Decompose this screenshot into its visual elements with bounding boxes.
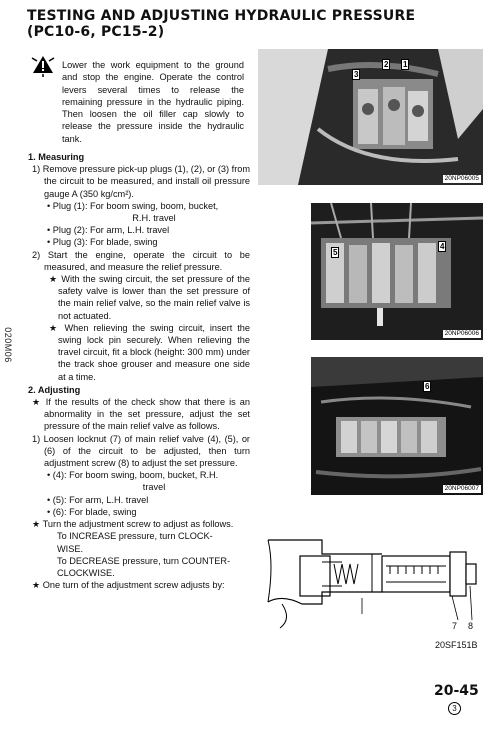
plug1-item-cont: R.H. travel [132,213,176,224]
plug3-item: • Plug (3): For blade, swing [47,237,158,248]
photo-valve-middle [311,203,483,340]
photo1-tag-1: 1 [403,60,408,69]
plug1-item: • Plug (1): For boom swing, boom, bucket, [47,200,219,211]
decrease-line2: CLOCKWISE. [57,567,115,578]
measure-step1: 1) Remove pressure pick-up plugs (1), (2), or (3) from the circuit to be measured, and install oil pressure gauge A (350 kg/cm²). [32,164,251,199]
photo-valve-bottom-image [311,357,483,495]
title-line-2: (PC10-6, PC15-2) [27,24,165,40]
valve4-item: • (4): For boom swing, boom, bucket, R.H. [47,470,219,481]
page-title [27,8,487,40]
side-code: 020M06 [2,327,13,363]
warning-text: Lower the work equipment to the ground and stop the engine. Operate the control levers several times to release the remaining pressure in the hydraulic piping. Then loosen the oil filler cap slowly to release the pressure inside the hydraulic tank. [62,60,244,144]
page-number: 20-45 [434,683,479,699]
turn-note: ★ Turn the adjustment screw to adjust as follows. [32,519,234,530]
section2-heading: 2. Adjusting [28,384,81,395]
valve6-item: • (6): For blade, swing [47,506,137,517]
photo3-caption: 20NP06007 [444,485,479,492]
photo3-tag-6: 6 [425,382,430,391]
diagram-caption: 20SF151B [435,640,478,650]
adjust-note: ★ If the results of the check show that there is an abnormality in the set pressure, adjust the set pressure of the main relief valve as follows. [32,397,250,432]
photo1-caption: 20NP06005 [444,175,479,182]
plug2-item: • Plug (2): For arm, L.H. travel [47,225,170,236]
photo1-tag-2: 2 [384,60,389,69]
photo2-caption: 20NP06006 [444,330,479,337]
decrease-line1: To DECREASE pressure, turn COUNTER- [57,555,231,566]
relief-valve-diagram [262,524,484,632]
measure-note1: ★ With the swing circuit, the set pressure of the safety valve is lower than the set pressure of the main relief valve, so the main relief valve is not actuated. [49,274,250,321]
photo-valve-top [258,49,483,185]
relief-valve-drawing [262,524,484,632]
diagram-label-7: 7 [452,621,458,631]
body-text [28,151,250,591]
measure-note2: ★ When relieving the swing circuit, insert the swing lock pin securely. When relieving the travel circuit, fit a block (height: 300 mm) under the track shoe grouser and measure one side at a time. [49,322,250,382]
section1-heading: 1. Measuring [28,152,85,162]
revision-badge: 3 [448,702,461,715]
photo2-tag-5: 5 [333,248,338,257]
valve5-item: • (5): For arm, L.H. travel [47,494,149,505]
warning-icon [31,55,55,77]
valve4-item-cont: travel [142,482,166,493]
measure-step2: 2) Start the engine, operate the circuit to be measured, and measure the relief pressure. [32,249,250,272]
adjust-step1: 1) Loosen locknut (7) of main relief valve (4), (5), or (6) of the circuit to be adjusted, then turn adjustment screw (8) to adjust the set pressure. [32,433,250,469]
photo-valve-middle-image [311,203,483,340]
photo1-tag-3: 3 [354,70,359,79]
diagram-label-8: 8 [468,621,474,631]
photo-valve-top-image [258,49,483,185]
photo-valve-bottom [311,357,483,495]
photo2-tag-4: 4 [440,242,445,251]
increase-line1: To INCREASE pressure, turn CLOCK- [57,531,213,542]
increase-line2: WISE. [57,543,84,554]
title-line-1: TESTING AND ADJUSTING HYDRAULIC PRESSURE [27,8,416,24]
one-turn-note: ★ One turn of the adjustment screw adjusts by: [32,580,225,591]
